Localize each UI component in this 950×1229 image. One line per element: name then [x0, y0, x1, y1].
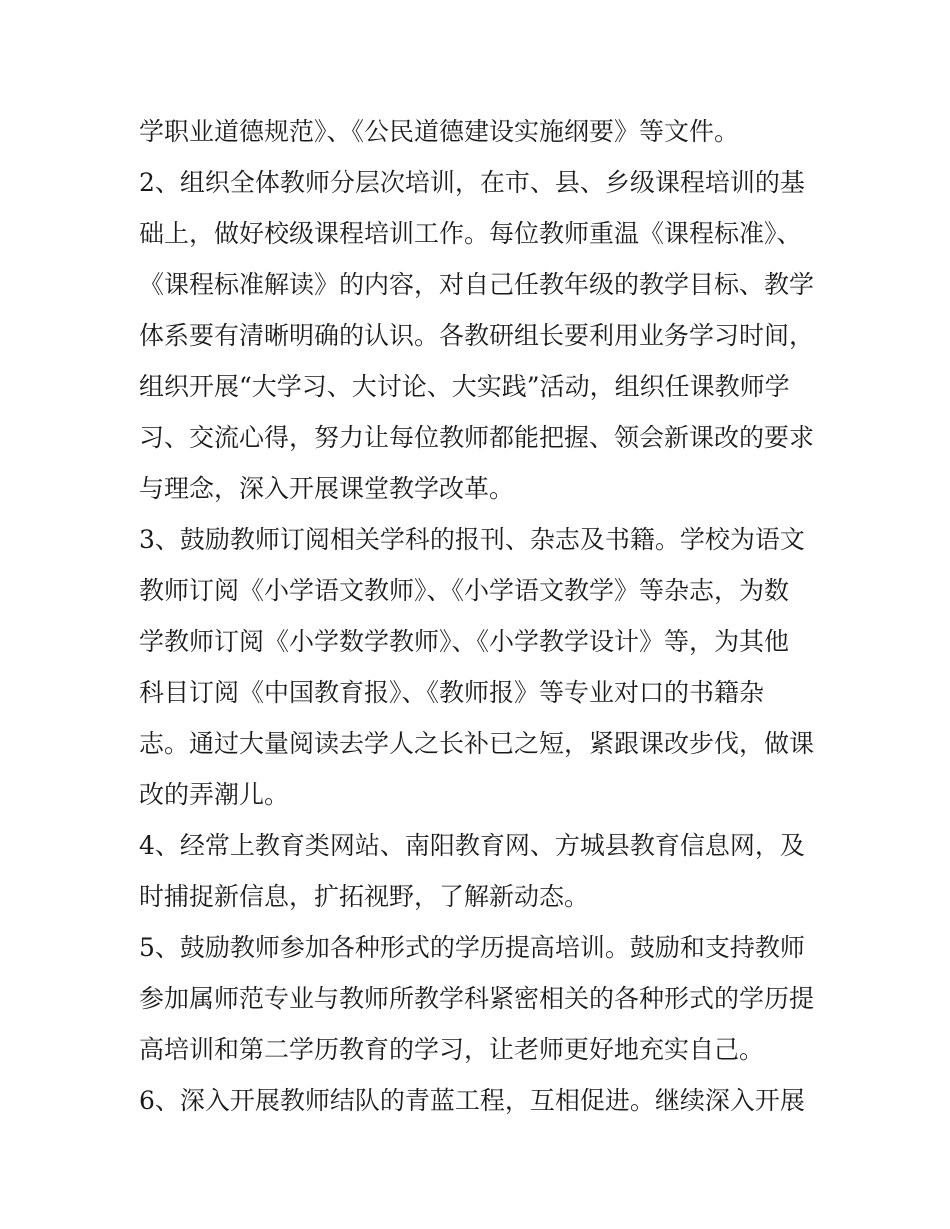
text-line: 5、鼓励教师参加各种形式的学历提高培训。鼓励和支持教师: [139, 933, 805, 962]
text-line: 改的弄潮儿。: [139, 780, 290, 809]
text-line: 学职业道德规范》、《公民道德建设实施纲要》等文件。: [139, 117, 740, 146]
document-body: [139, 106, 819, 1126]
text-line: 参加属师范专业与教师所教学科紧密相关的各种形式的学历提: [139, 984, 815, 1013]
text-line: 高培训和第二学历教育的学习，让老师更好地充实自己。: [139, 1035, 765, 1064]
text-line: 与理念，深入开展课堂教学改革。: [139, 474, 515, 503]
text-line: 教师订阅《小学语文教师》、《小学语文教学》等杂志，为数: [139, 576, 790, 605]
text-line: 习、交流心得，努力让每位教师都能把握、领会新课改的要求: [139, 423, 815, 452]
text-line: 学教师订阅《小学数学教师》、《小学教学设计》等，为其他: [139, 627, 790, 656]
text-line: 础上，做好校级课程培训工作。每位教师重温《课程标准》、: [139, 219, 802, 248]
text-line: 体系要有清晰明确的认识。各教研组长要利用业务学习时间，: [139, 321, 815, 350]
text-line: 6、深入开展教师结队的青蓝工程，互相促进。继续深入开展: [139, 1086, 805, 1115]
text-line: 时捕捉新信息，扩拓视野，了解新动态。: [139, 882, 590, 911]
text-line: 《课程标准解读》的内容，对自己任教年级的教学目标、教学: [139, 270, 815, 299]
text-line: 4、经常上教育类网站、南阳教育网、方城县教育信息网，及: [139, 831, 805, 860]
text-line: 2、组织全体教师分层次培训，在市、县、乡级课程培训的基: [139, 168, 805, 197]
text-line: 3、鼓励教师订阅相关学科的报刊、杂志及书籍。学校为语文: [139, 525, 805, 554]
text-line: 组织开展“大学习、大讨论、大实践”活动，组织任课教师学: [139, 372, 790, 401]
text-line: 科目订阅《中国教育报》、《教师报》等专业对口的书籍杂: [139, 678, 765, 707]
text-line: 志。通过大量阅读去学人之长补已之短，紧跟课改步伐，做课: [139, 729, 815, 758]
